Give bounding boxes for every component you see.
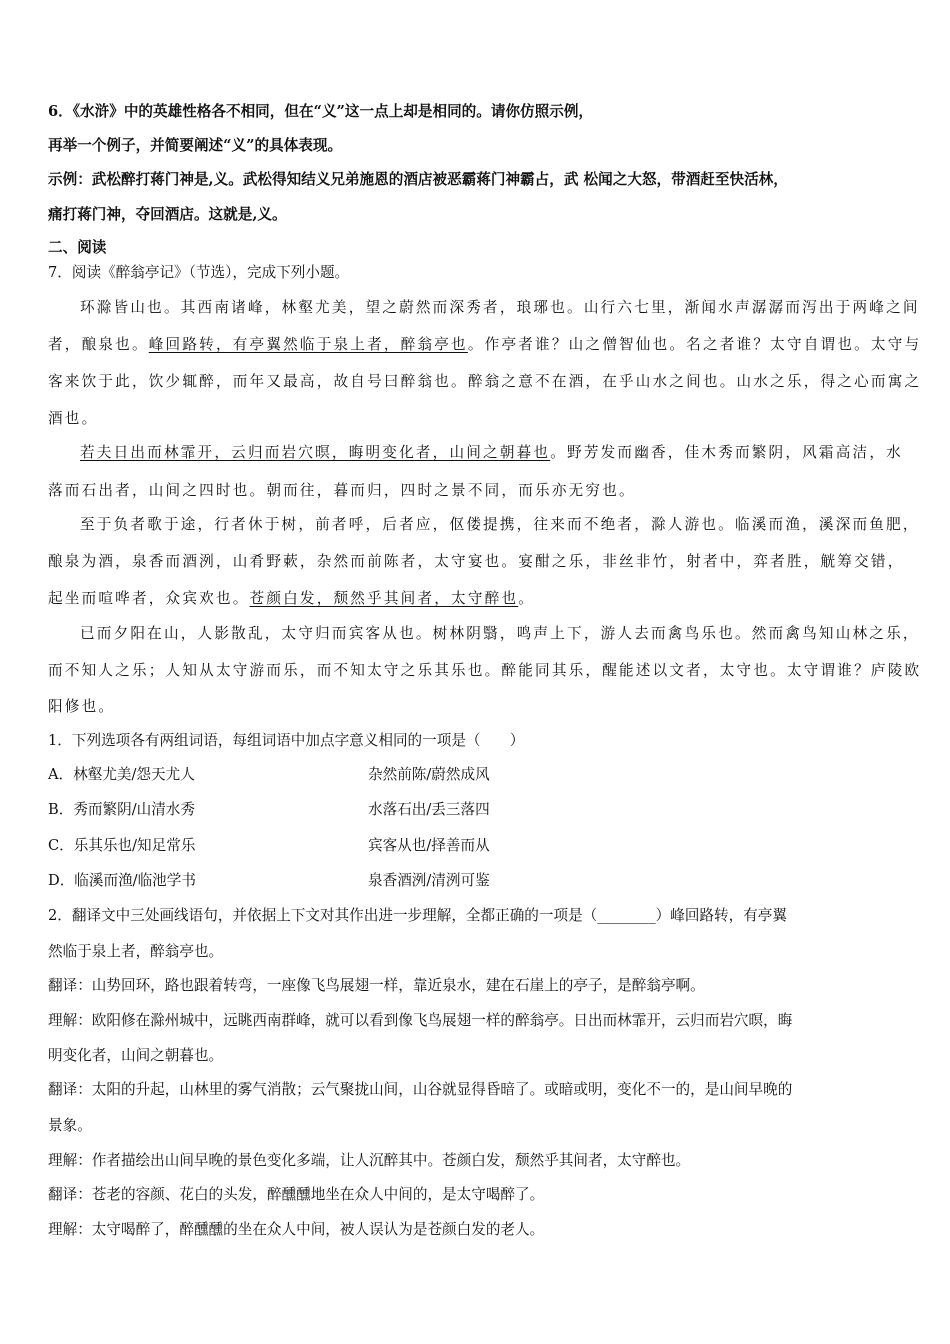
- sub2-question-line-1: [48, 906, 908, 926]
- passage-text: 。: [518, 590, 536, 607]
- underlined-sentence-1: 峰回路转，有亭翼然临于泉上者，醉翁亭也: [148, 336, 468, 353]
- passage-p3-line-3: [48, 589, 908, 609]
- passage-text: 者，酿泉也。: [48, 336, 149, 353]
- translation-1: 翻译：山势回环，路也跟着转弯，一座像飞鸟展翅一样，靠近泉水，建在石崖上的亭子，是醉翁亭啊。: [48, 977, 705, 994]
- passage-text: 起坐而喧哗者，众宾欢也。: [48, 590, 250, 607]
- translation-2-line-2: 景象。: [48, 1117, 92, 1134]
- option-left: C．乐其乐也/知足常乐: [48, 837, 196, 854]
- q6-example-line-2: 痛打蒋门神，夺回酒店。这就是,义。: [48, 206, 287, 223]
- underlined-sentence-2: 若夫日出而林霏开，云归而岩穴暝，晦明变化者，山间之朝暮也: [80, 444, 551, 461]
- option-left: B．秀而繁阴/山清水秀: [48, 801, 195, 818]
- option-right: 杂然前陈/蔚然成风: [368, 766, 490, 783]
- understanding-2: 理解：作者描绘出山间早晚的景色变化多端，让人沉醉其中。苍颜白发，颓然乎其间者，太守醉也。: [48, 1152, 691, 1169]
- passage-p2-line-1: [80, 443, 910, 463]
- q7-intro: 7．阅读《醉翁亭记》（节选），完成下列小题。: [48, 264, 350, 281]
- passage-p2-line-2: 落而石出者，山间之四时也。朝而往，暮而归，四时之景不同，而乐亦无穷也。: [48, 482, 636, 499]
- q6-line-1: 6．《水浒》中的英雄性格各不相同，但在“义”这一点上却是相同的。请你仿照示例，: [48, 103, 594, 120]
- translation-2-line-1: 翻译：太阳的升起，山林里的雾气消散；云气聚拢山间，山谷就显得昏暗了。或暗或明，变化不一的，是山间早晚的: [48, 1081, 793, 1098]
- passage-text: 。作亭者谁？山之僧智仙也。名之者谁？太守自谓也。太守与: [467, 336, 922, 353]
- sub1-question: 1．下列选项各有两组词语，每组词语中加点字意义相同的一项是（ ）: [48, 732, 525, 749]
- underlined-sentence-3: 苍颜白发，颓然乎其间者，太守醉也: [249, 590, 519, 607]
- option-left: A．林壑尤美/怨天尤人: [48, 766, 195, 783]
- understanding-1-line-2: 明变化者，山间之朝暮也。: [48, 1047, 224, 1064]
- question-text: 2．翻译文中三处画线语句，并依据上下文对其作出进一步理解，全都正确的一项是（: [48, 907, 598, 924]
- option-right: 宾客从也/择善而从: [368, 837, 490, 854]
- passage-p1-line-2: [48, 335, 922, 355]
- understanding-3: 理解：太守喝醉了，醉醺醺的坐在众人中间，被人误认为是苍颜白发的老人。: [48, 1221, 545, 1238]
- passage-p4-line-2: 而不知人之乐；人知从太守游而乐，而不知太守之乐其乐也。醉能同其乐，醒能述以文者，太守也。太守谓谁？庐陵欧: [48, 662, 922, 679]
- passage-p1-line-4: 酒也。: [48, 410, 99, 427]
- option-right: 水落石出/丢三落四: [368, 801, 490, 818]
- passage-text: 。野芳发而幽香，佳木秀而繁阴，风霜高洁，水: [550, 444, 903, 461]
- section-heading: 二、阅读: [48, 239, 107, 256]
- understanding-1-line-1: 理解：欧阳修在滁州城中，远眺西南群峰，就可以看到像飞鸟展翅一样的醉翁亭。日出而林霏开，云归而岩穴暝，晦: [48, 1012, 793, 1029]
- passage-p3-line-2: 酿泉为酒，泉香而酒洌，山肴野蔌，杂然而前陈者，太守宴也。宴酣之乐，非丝非竹，射者中，弈者胜，觥筹交错，: [48, 553, 905, 570]
- passage-p1-line-1: 环滁皆山也。其西南诸峰，林壑尤美，望之蔚然而深秀者，琅琊也。山行六七里，渐闻水声潺潺而泻出于两峰之间: [80, 299, 920, 316]
- q6-line-2: 再举一个例子，并简要阐述“义”的具体表现。: [48, 137, 343, 154]
- answer-blank: ________: [597, 907, 656, 924]
- passage-p4-line-3: 阳修也。: [48, 698, 116, 715]
- translation-3: 翻译：苍老的容颜、花白的头发，醉醺醺地坐在众人中间的，是太守喝醉了。: [48, 1186, 545, 1203]
- sub2-question-line-2: 然临于泉上者，醉翁亭也。: [48, 943, 224, 960]
- passage-p1-line-3: 客来饮于此，饮少辄醉，而年又最高，故自号曰醉翁也。醉翁之意不在酒，在乎山水之间也。山水之乐，得之心而寓之: [48, 373, 922, 390]
- option-right: 泉香酒洌/清洌可鉴: [368, 872, 490, 889]
- question-text: ）峰回路转，有亭翼: [655, 907, 787, 924]
- q6-example-line-1: 示例：武松醉打蒋门神是,义。武松得知结义兄弟施恩的酒店被恶霸蒋门神霸占，武 松闻之大怒，带酒赶至快活林，: [48, 171, 788, 188]
- option-left: D．临溪而渔/临池学书: [48, 872, 196, 889]
- passage-p3-line-1: 至于负者歌于途，行者休于树，前者呼，后者应，伛偻提携，往来而不绝者，滁人游也。临溪而渔，溪深而鱼肥，: [80, 516, 920, 533]
- passage-p4-line-1: 已而夕阳在山，人影散乱，太守归而宾客从也。树林阴翳，鸣声上下，游人去而禽鸟乐也。然而禽鸟知山林之乐，: [80, 625, 920, 642]
